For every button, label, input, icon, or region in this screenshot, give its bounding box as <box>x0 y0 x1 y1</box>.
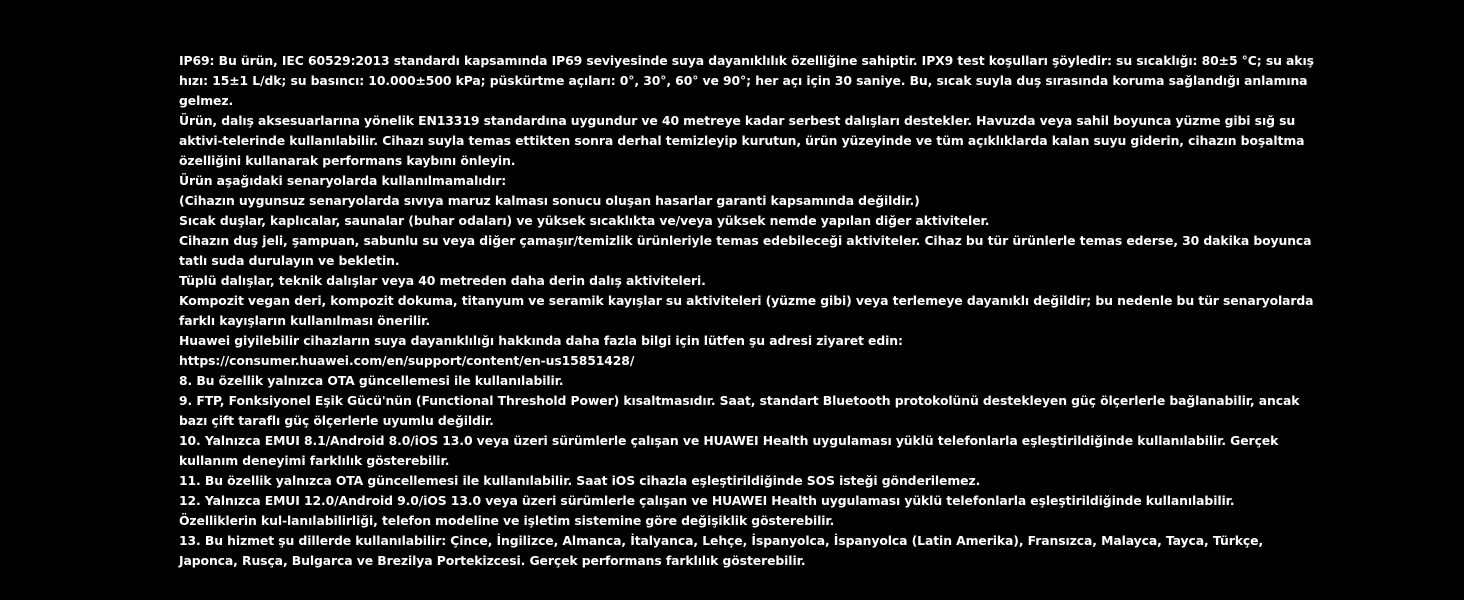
ip69-paragraph: IP69: Bu ürün, IEC 60529:2013 standardı kapsamında IP69 seviyesinde suya dayanıklılık özelliğine sahiptir. IPX9 test koşulları şöyledir: su sıcaklığı: 80±5 °C; su akış hızı: 15±1 L/dk; su basıncı: 10.000±500 kPa; püskürtme açıları: 0°, 30°, 60° ve 90°; her açı için 30 saniye. Bu, sıcak suyla duş sırasında koruma sağlandığı anlamına gelmez. <box>179 53 1314 108</box>
detergent-scenario: Cihazın duş jeli, şampuan, sabunlu su veya diğer çamaşır/temizlik ürünleriyle temas edebileceği aktiviteler. Cihaz bu tür ürünlerle temas ederse, 30 dakika boyunca tatlı suda durulayın ve bekletin. <box>179 233 1312 268</box>
support-url: https://consumer.huawei.com/en/support/content/en-us15851428/ <box>179 353 635 368</box>
footnote-10: 10. Yalnızca EMUI 8.1/Android 8.0/iOS 13.0 veya üzeri sürümlerle çalışan ve HUAWEI Health uygulaması yüklü telefonlarla eşleştirildiğinde kullanılabilir. Gerçek kullanım deneyimi farklılık gösterebilir. <box>179 433 1279 468</box>
footnote-13: 13. Bu hizmet şu dillerde kullanılabilir: Çince, İngilizce, Almanca, İtalyanca, Lehçe, İspanyolca, İspanyolca (Latin Amerika), Fransızca, Malayca, Tayca, Türkçe, Japonca, Rusça, Bulgarca ve Brezilya Portekizcesi. Gerçek performans farklılık gösterebilir. <box>179 533 1264 568</box>
strap-note: Kompozit vegan deri, kompozit dokuma, titanyum ve seramik kayışlar su aktiviteleri (yüzme gibi) veya terlemeye dayanıklı değildir; bu nedenle bu tür senaryolarda farklı kayışların kullanılması önerilir. <box>179 293 1314 328</box>
footnote-9: 9. FTP, Fonksiyonel Eşik Gücü'nün (Functional Threshold Power) kısaltmasıdır. Saat, standart Bluetooth protokolünü destekleyen güç ölçerlerle bağlanabilir, ancak bazı çift taraflı güç ölçerlerle uyumlu değildir. <box>179 393 1300 428</box>
footnote-8: 8. Bu özellik yalnızca OTA güncellemesi ile kullanılabilir. <box>179 373 564 388</box>
more-info-text: Huawei giyilebilir cihazların suya dayanıklılığı hakkında daha fazla bilgi için lütfen şu adresi ziyaret edin: <box>179 333 903 348</box>
scuba-scenario: Tüplü dalışlar, teknik dalışlar veya 40 metreden daha derin dalış aktiviteleri. <box>179 273 706 288</box>
footnote-11: 11. Bu özellik yalnızca OTA güncellemesi ile kullanılabilir. Saat iOS cihazla eşleştirildiğinde SOS isteği gönderilemez. <box>179 473 981 488</box>
footnote-12: 12. Yalnızca EMUI 12.0/Android 9.0/iOS 13.0 veya üzeri sürümlerle çalışan ve HUAWEI Health uygulaması yüklü telefonlarla eşleştirildiğinde kullanılabilir. Özelliklerin kul-lanılabilirliği, telefon modeline ve işletim sistemine göre değişiklik gösterebilir. <box>179 493 1235 528</box>
hot-shower-scenario: Sıcak duşlar, kaplıcalar, saunalar (buhar odaları) ve yüksek sıcaklıkta ve/veya yüksek nemde yapılan diğer aktiviteler. <box>179 213 990 228</box>
disclaimer-text-block <box>179 51 1314 571</box>
restricted-scenarios-heading: Ürün aşağıdaki senaryolarda kullanılmamalıdır: <box>179 173 507 188</box>
warranty-note: (Cihazın uygunsuz senaryolarda sıvıya maruz kalması sonucu oluşan hasarlar garanti kapsamında değildir.) <box>179 193 920 208</box>
en13319-paragraph: Ürün, dalış aksesuarlarına yönelik EN13319 standardına uygundur ve 40 metreye kadar serbest dalışları destekler. Havuzda veya sahil boyunca yüzme gibi sığ su aktivi-telerinde kullanılabilir. Cihazı suyla temas ettikten sonra derhal temizleyip kurutun, ürün yüzeyinde ve tüm açıklıklarda kalan suyu giderin, cihazın boşaltma özelliğini kullanarak performans kaybını önleyin. <box>179 113 1305 168</box>
